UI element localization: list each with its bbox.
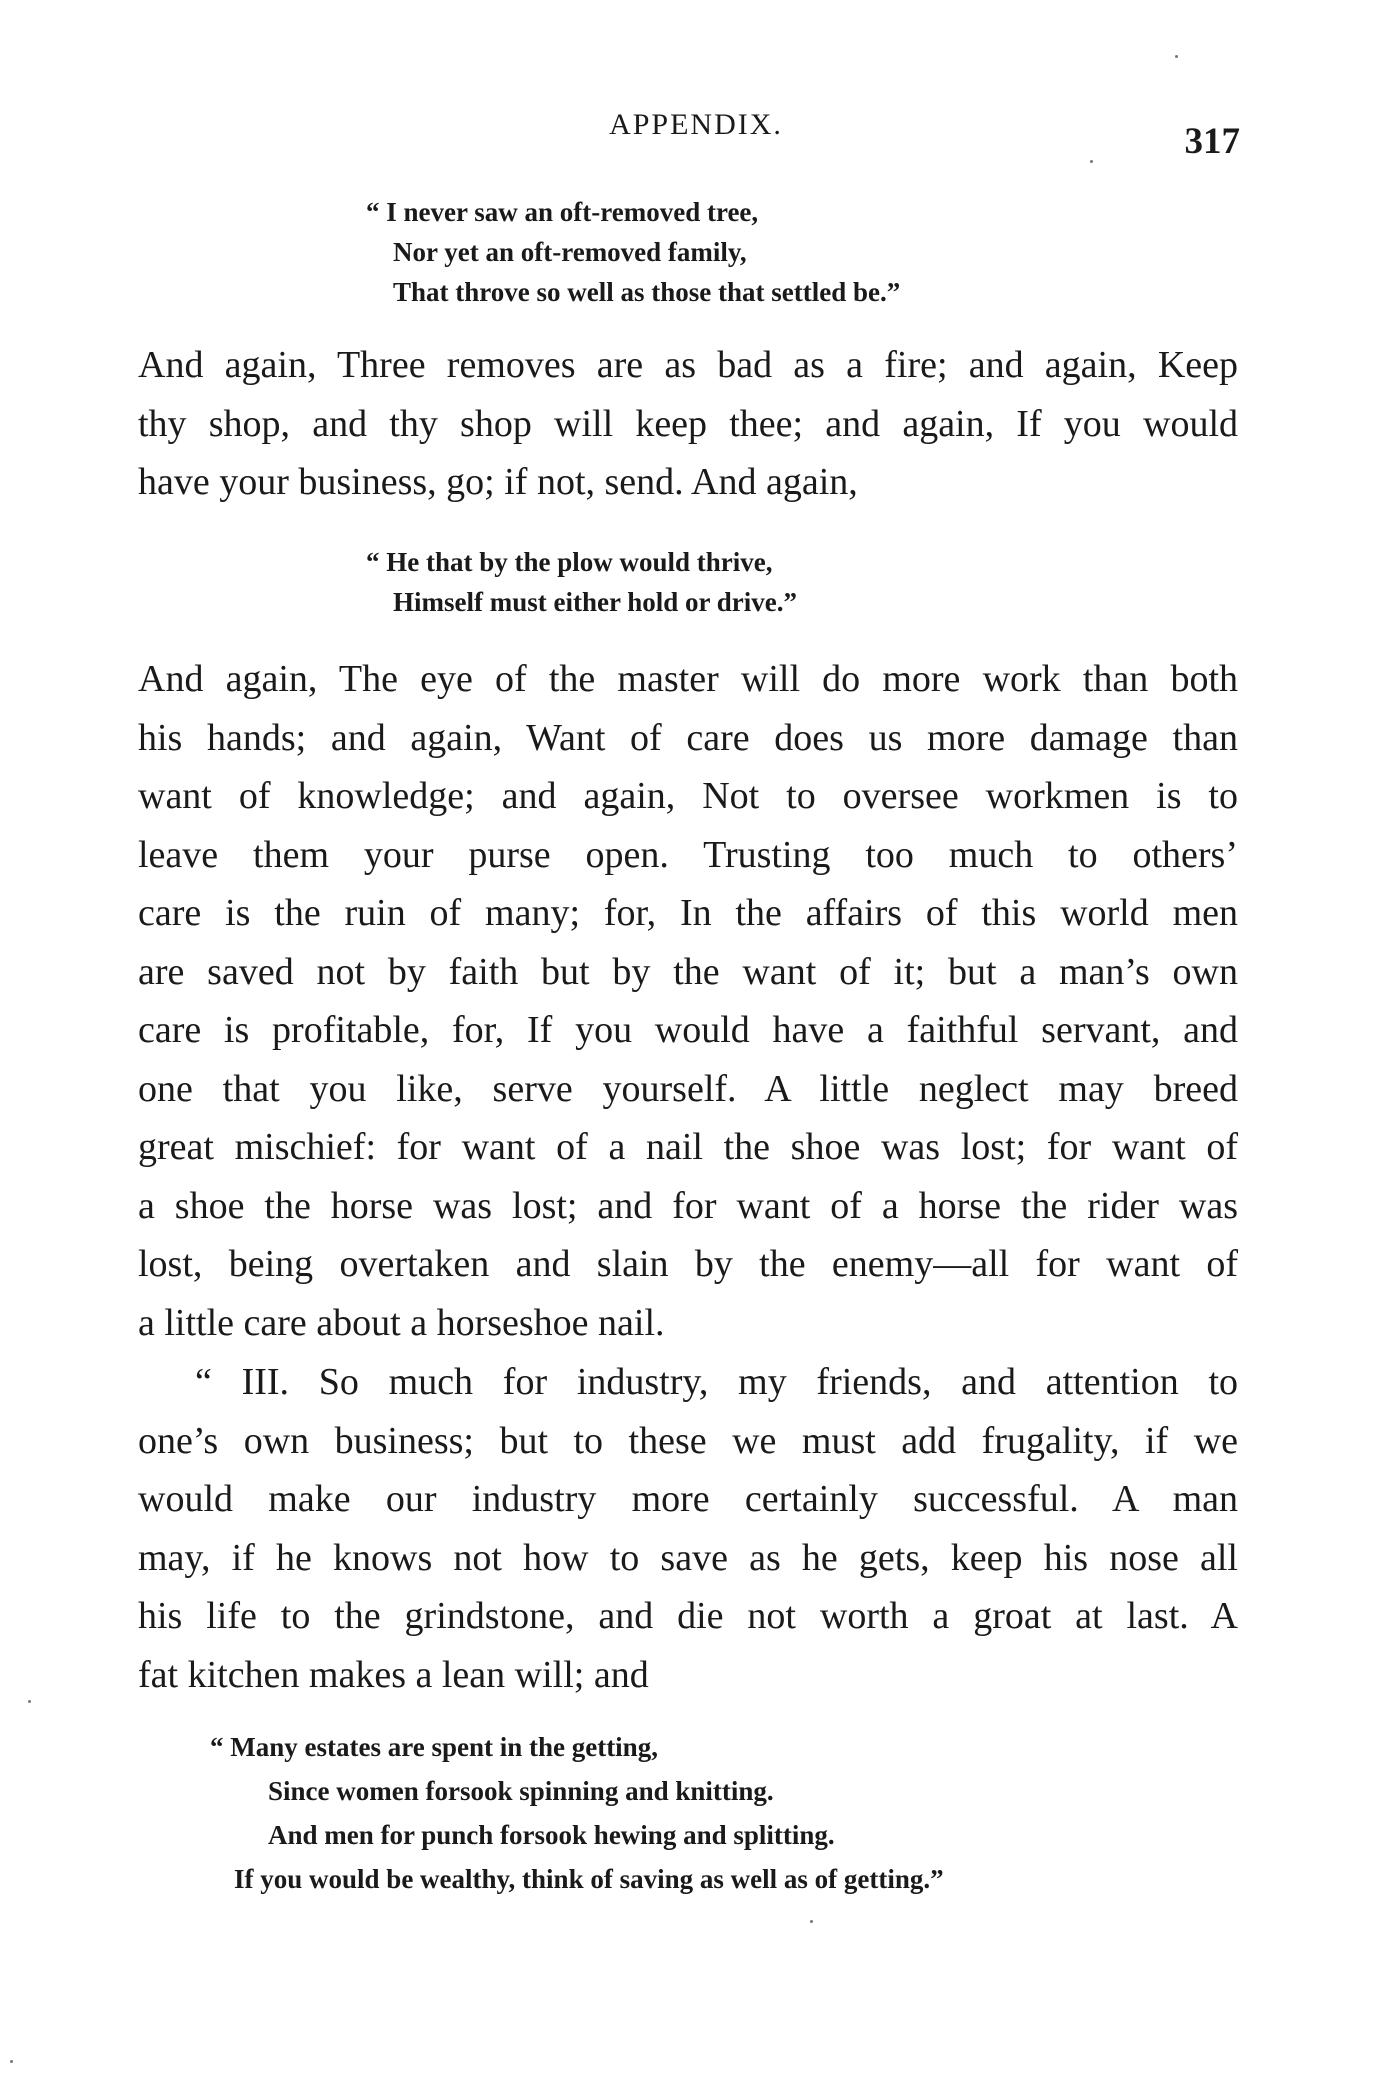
verse-line: “ I never saw an oft-removed tree,: [366, 197, 759, 227]
paragraph-frugality: [138, 1353, 1238, 1704]
text-line: his hands; and again, Want of care does us more damage than: [138, 716, 1238, 759]
paragraph-eye-of-master: [138, 650, 1238, 1352]
text-line: are saved not by faith but by the want of it; but a man’s own: [138, 950, 1238, 993]
paragraph-three-removes: [138, 336, 1238, 512]
text-line: have your business, go; if not, send. And again,: [138, 461, 858, 503]
verse-line: Nor yet an oft-removed family,: [393, 237, 747, 267]
paper-speck: [1175, 55, 1178, 58]
text-line: care is profitable, for, If you would have a faithful servant, and: [138, 1009, 1238, 1051]
verse-oft-removed-tree: [366, 192, 900, 312]
verse-line: And men for punch forsook hewing and splitting.: [268, 1820, 835, 1850]
text-line: one that you like, serve yourself. A little neglect may breed: [138, 1067, 1238, 1110]
verse-line: Since women forsook spinning and knitting.: [268, 1776, 774, 1806]
paper-speck: [810, 1920, 813, 1923]
text-line: would make our industry more certainly successful. A man: [138, 1478, 1238, 1520]
text-line: one’s own business; but to these we must add frugality, if we: [138, 1419, 1238, 1462]
verse-many-estates: [210, 1725, 944, 1901]
text-line: his life to the grindstone, and die not worth a groat at last. A: [138, 1595, 1238, 1637]
verse-plow-thrive: [366, 542, 797, 622]
text-line: And again, Three removes are as bad as a fire; and again, Keep: [138, 344, 1238, 386]
text-line: want of knowledge; and again, Not to oversee workmen is to: [138, 775, 1238, 817]
text-line: a shoe the horse was lost; and for want of a horse the rider was: [138, 1184, 1238, 1227]
text-line: “ III. So much for industry, my friends, and attention to: [195, 1361, 1238, 1403]
paper-speck: [28, 1700, 31, 1703]
verse-line: That throve so well as those that settled be.”: [393, 277, 901, 307]
text-line: may, if he knows not how to save as he gets, keep his nose all: [138, 1536, 1238, 1579]
text-line: a little care about a horseshoe nail.: [138, 1301, 665, 1344]
running-head: APPENDIX.: [609, 108, 783, 141]
paper-speck: [1090, 160, 1093, 163]
text-line: fat kitchen makes a lean will; and: [138, 1653, 649, 1696]
text-line: great mischief: for want of a nail the shoe was lost; for want of: [138, 1126, 1238, 1168]
paper-speck: [10, 2060, 13, 2063]
verse-line: “ He that by the plow would thrive,: [366, 547, 773, 577]
text-line: leave them your purse open. Trusting too much to others’: [138, 833, 1238, 876]
verse-line: Himself must either hold or drive.”: [393, 587, 797, 617]
text-line: thy shop, and thy shop will keep thee; and again, If you would: [138, 402, 1238, 445]
text-line: lost, being overtaken and slain by the enemy—all for want of: [138, 1243, 1238, 1285]
text-line: And again, The eye of the master will do more work than both: [138, 658, 1238, 700]
verse-line: If you would be wealthy, think of saving as well as of getting.”: [234, 1864, 944, 1894]
verse-line: “ Many estates are spent in the getting,: [210, 1732, 658, 1762]
text-line: care is the ruin of many; for, In the affairs of this world men: [138, 892, 1238, 934]
page-number: 317: [1184, 121, 1240, 162]
